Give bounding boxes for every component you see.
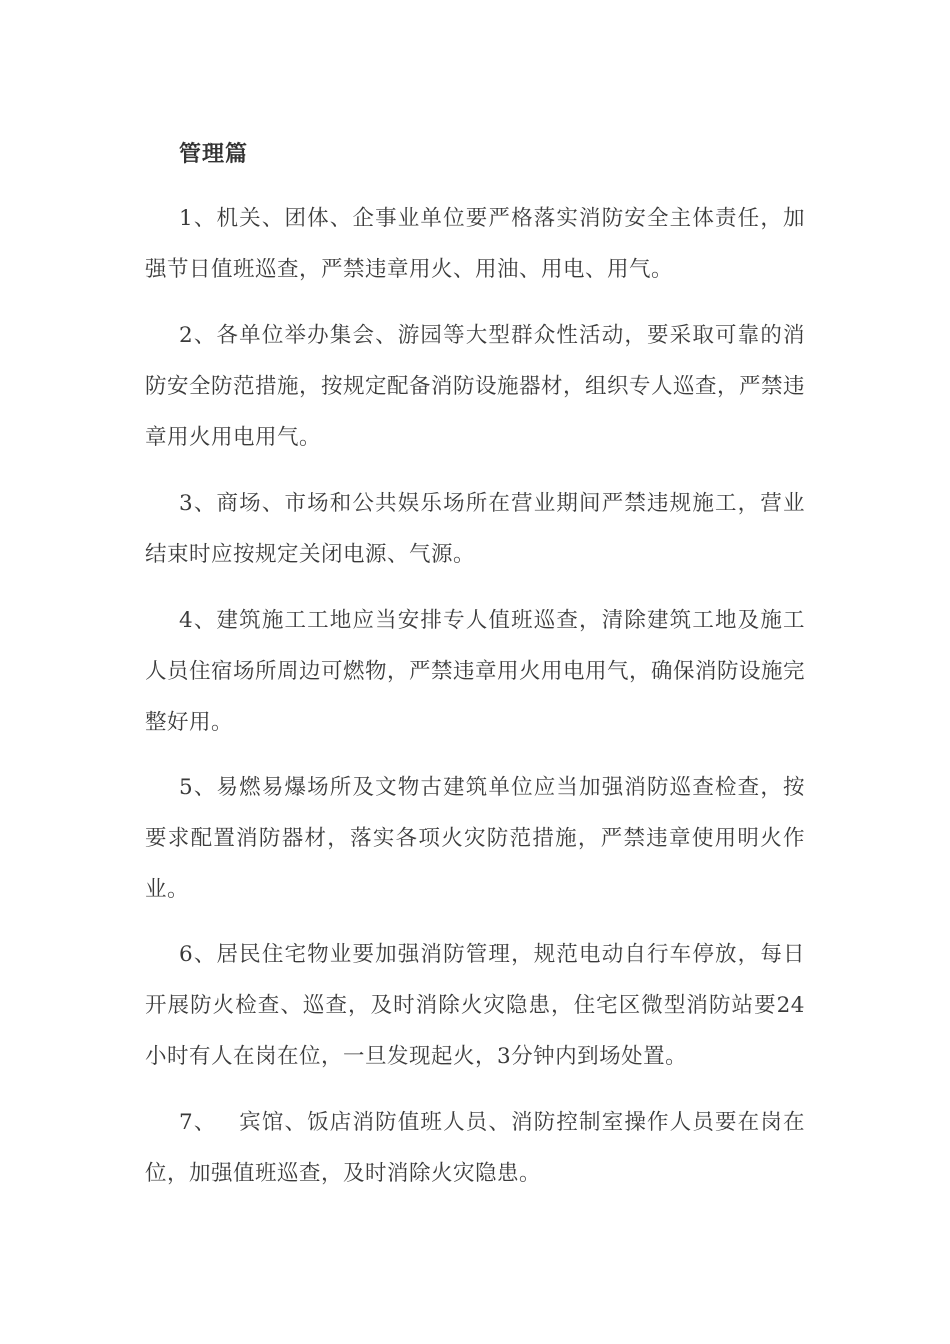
item-text: 宾馆、饭店消防值班人员、消防控制室操作人员要在岗在位，加强值班巡查，及时消除火灾隐患。 xyxy=(145,1110,805,1186)
paragraph-item-4 xyxy=(145,595,805,748)
item-text: 机关、团体、企事业单位要严格落实消防安全主体责任，加强节日值班巡查，严禁违章用火、用油、用电、用气。 xyxy=(145,206,805,282)
item-text: 居民住宅物业要加强消防管理，规范电动自行车停放，每日开展防火检查、巡查，及时消除火灾隐患，住宅区微型消防站要24小时有人在岗在位，一旦发现起火，3分钟内到场处置。 xyxy=(145,942,805,1069)
item-number: 4、 xyxy=(179,608,217,633)
item-text: 商场、市场和公共娱乐场所在营业期间严禁违规施工，营业结束时应按规定关闭电源、气源。 xyxy=(145,491,805,567)
paragraph-item-3 xyxy=(145,478,805,580)
paragraph-item-1 xyxy=(145,193,805,295)
item-number: 5、 xyxy=(179,775,217,800)
item-number: 2、 xyxy=(179,323,217,348)
paragraph-item-5 xyxy=(145,762,805,915)
item-number: 6、 xyxy=(179,942,217,967)
paragraph-item-2 xyxy=(145,310,805,463)
item-text: 易燃易爆场所及文物古建筑单位应当加强消防巡查检查，按要求配置消防器材，落实各项火灾防范措施，严禁违章使用明火作业。 xyxy=(145,775,805,902)
item-number: 3、 xyxy=(179,491,217,516)
paragraph-item-6 xyxy=(145,929,805,1082)
document-heading: 管理篇 xyxy=(179,141,249,167)
paragraph-item-7 xyxy=(145,1097,805,1199)
item-number: 7、 xyxy=(179,1110,217,1135)
item-text: 各单位举办集会、游园等大型群众性活动，要采取可靠的消防安全防范措施，按规定配备消防设施器材，组织专人巡查，严禁违章用火用电用气。 xyxy=(145,323,806,450)
item-text: 建筑施工工地应当安排专人值班巡查，清除建筑工地及施工人员住宿场所周边可燃物，严禁违章用火用电用气，确保消防设施完整好用。 xyxy=(145,608,806,735)
item-number: 1、 xyxy=(179,206,217,231)
